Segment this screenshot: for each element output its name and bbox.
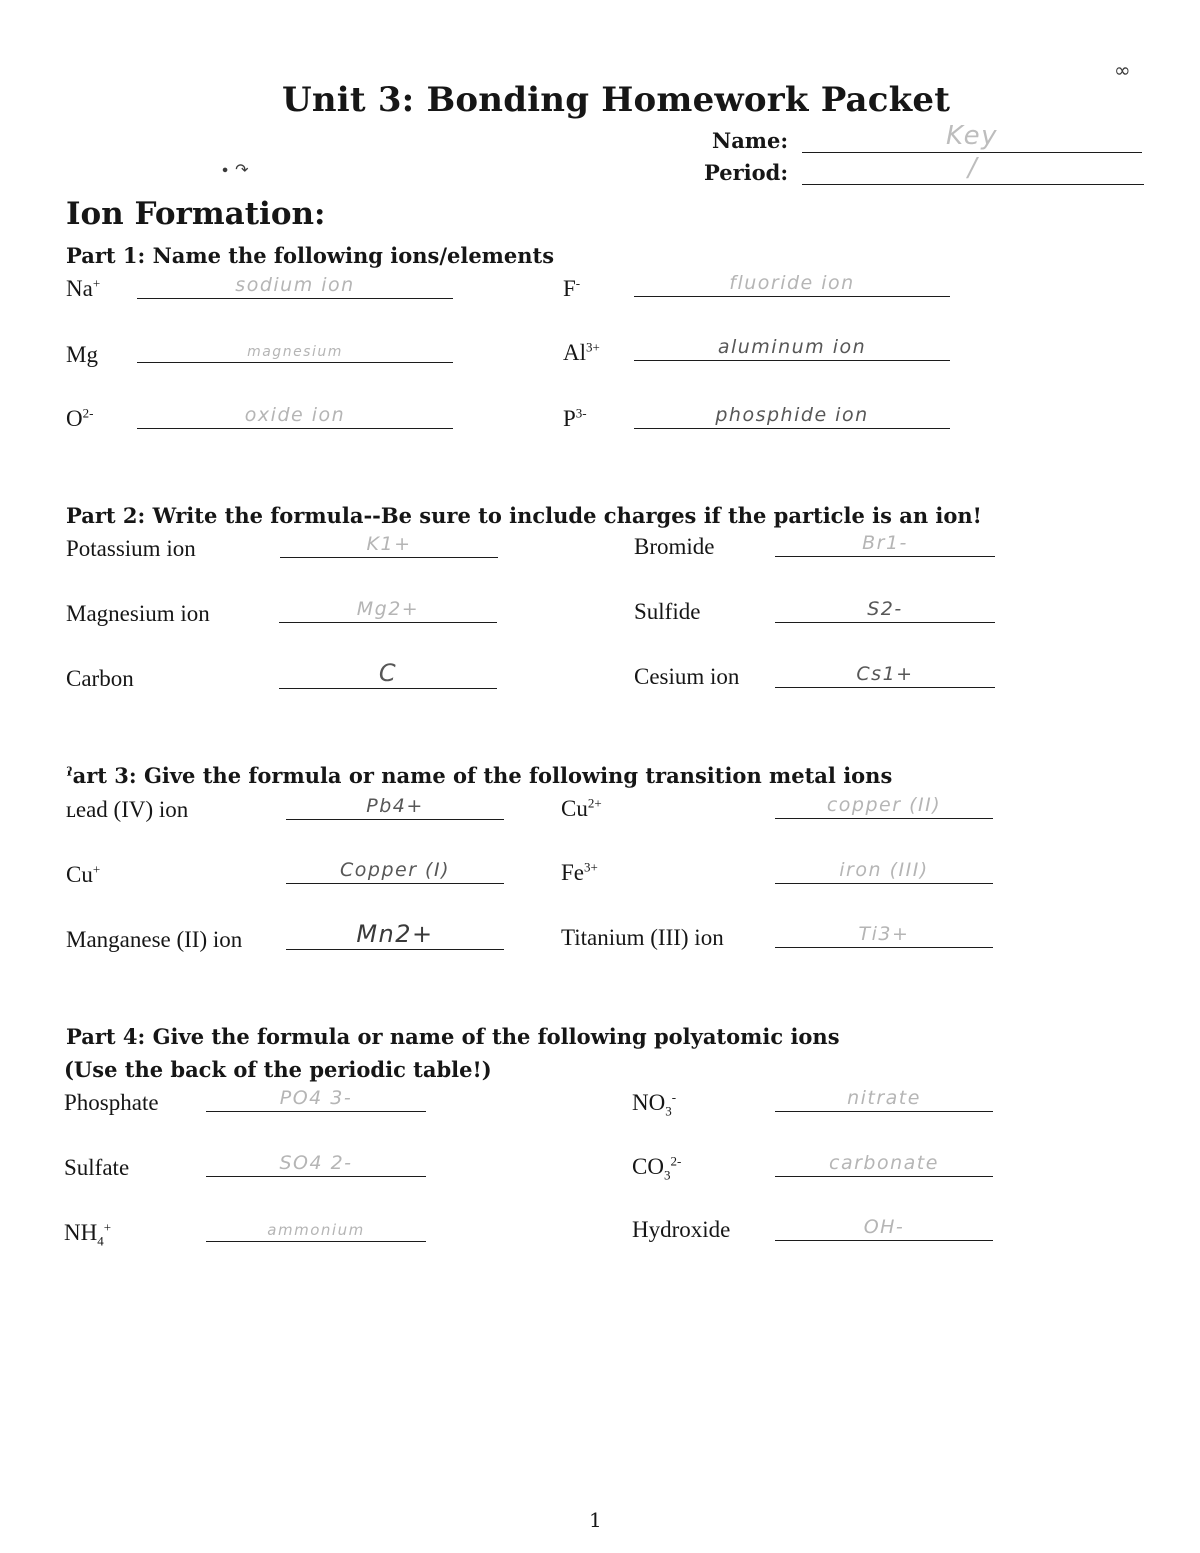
part2-heading: Part 2: Write the formula--Be sure to include charges if the particle is an ion!: [66, 503, 982, 528]
part4-answer-text: OH-: [863, 1216, 905, 1238]
part1-answer-text: aluminum ion: [717, 336, 867, 358]
part3-label-cu2: $Cu^{2+}$: [561, 795, 602, 821]
part2-answer-field[interactable]: [775, 522, 995, 557]
part1-answer-text: phosphide ion: [715, 404, 869, 426]
part4-answer-field[interactable]: [775, 1206, 993, 1241]
part3-heading: ˀart 3: Give the formula or name of the following transition metal ions: [66, 763, 893, 788]
part4-subheading: (Use the back of the periodic table!): [64, 1057, 492, 1082]
part4-label-co3: $CO_3^{2-}$: [632, 1153, 682, 1183]
part1-label-p: $P^{3-}$: [563, 405, 587, 431]
part2-label: Sulfide: [634, 599, 701, 624]
part3-answer-field[interactable]: [286, 785, 504, 820]
part2-label: Magnesium ion: [66, 601, 210, 626]
part3-answer-text: Mn2+: [356, 920, 434, 948]
part2-answer-field[interactable]: [775, 653, 995, 688]
part1-answer-field[interactable]: [137, 394, 453, 429]
part4-answer-text: carbonate: [829, 1152, 939, 1174]
part2-label: Cesium ion: [634, 664, 740, 689]
part1-answer-field[interactable]: [137, 328, 453, 363]
part3-answer-field[interactable]: [286, 849, 504, 884]
name-answer: Key: [945, 121, 998, 151]
part4-answer-field[interactable]: [206, 1077, 426, 1112]
page-number: 1: [589, 1508, 602, 1532]
part2-answer-field[interactable]: [279, 654, 497, 689]
part1-answer-text: magnesium: [247, 344, 343, 360]
part3-answer-text: Ti3+: [858, 923, 910, 945]
part4-answer-field[interactable]: [206, 1142, 426, 1177]
part4-label-no3: $NO_3^-$: [632, 1089, 677, 1119]
part4-answer-field[interactable]: [775, 1142, 993, 1177]
period-field[interactable]: [802, 150, 1144, 185]
page-title: Unit 3: Bonding Homework Packet: [282, 80, 951, 120]
part2-answer-text: K1+: [366, 533, 412, 555]
pen-scribble-mark: ∙ ↷: [220, 160, 249, 179]
part4-label: Sulfate: [64, 1155, 130, 1180]
part1-answer-field[interactable]: [634, 326, 950, 361]
part3-label-cu1: Cu+: [66, 861, 101, 887]
part4-answer-text: ammonium: [267, 1221, 365, 1239]
section-title: Ion Formation:: [66, 196, 326, 232]
part1-answer-text: sodium ion: [235, 274, 355, 296]
period-answer: /: [967, 153, 979, 183]
part4-answer-field[interactable]: [206, 1207, 426, 1242]
part1-heading: Part 1: Name the following ions/elements: [66, 243, 555, 268]
part1-answer-field[interactable]: [634, 262, 950, 297]
part2-label: Bromide: [634, 534, 715, 559]
part4-answer-text: nitrate: [847, 1087, 921, 1109]
corner-scribble-mark: ∞: [1114, 58, 1131, 82]
part4-label: Phosphate: [64, 1090, 159, 1115]
part4-heading: Part 4: Give the formula or name of the following polyatomic ions: [66, 1024, 840, 1049]
part2-label: Potassium ion: [66, 536, 196, 561]
part1-label-mg: Mg: [66, 342, 98, 367]
part4-label-nh4: $NH_4^+$: [64, 1219, 112, 1249]
part1-answer-field[interactable]: [634, 394, 950, 429]
part3-answer-text: Copper (I): [340, 859, 450, 881]
part3-label: Manganese (II) ion: [66, 927, 243, 952]
name-field[interactable]: [802, 118, 1142, 153]
period-label: Period:: [704, 160, 789, 185]
part4-answer-field[interactable]: [775, 1077, 993, 1112]
part1-answer-text: fluoride ion: [729, 272, 855, 294]
part2-answer-text: S2-: [867, 598, 903, 620]
part3-answer-field[interactable]: [775, 913, 993, 948]
part1-label-al: $Al^{3+}$: [563, 339, 600, 365]
part2-answer-field[interactable]: [279, 588, 497, 623]
part2-answer-text: C: [378, 659, 398, 687]
part3-answer-text: iron (III): [839, 859, 929, 881]
part2-answer-field[interactable]: [775, 588, 995, 623]
part1-label-na: Na+: [66, 275, 101, 301]
part2-answer-text: Cs1+: [856, 663, 914, 685]
part2-answer-text: Br1-: [862, 532, 908, 554]
part1-label-f: F-: [563, 275, 581, 301]
part2-answer-field[interactable]: [280, 523, 498, 558]
part1-answer-field[interactable]: [137, 264, 453, 299]
part3-label-fe: $Fe^{3+}$: [561, 859, 598, 885]
part3-answer-text: copper (II): [826, 794, 942, 816]
part3-label: ʟead (IV) ion: [66, 797, 189, 822]
part4-answer-text: SO4 2-: [279, 1152, 353, 1174]
part4-label: Hydroxide: [632, 1217, 731, 1242]
part1-answer-text: oxide ion: [244, 404, 346, 426]
part3-answer-field[interactable]: [286, 915, 504, 950]
part3-answer-field[interactable]: [775, 784, 993, 819]
part2-answer-text: Mg2+: [356, 598, 420, 620]
part3-answer-field[interactable]: [775, 849, 993, 884]
part4-answer-text: PO4 3-: [279, 1087, 353, 1109]
part1-label-o: $O^{2-}$: [66, 405, 94, 431]
name-label: Name:: [712, 128, 789, 153]
part3-label: Titanium (III) ion: [561, 925, 724, 950]
part3-answer-text: Pb4+: [366, 795, 424, 817]
part2-label: Carbon: [66, 666, 134, 691]
